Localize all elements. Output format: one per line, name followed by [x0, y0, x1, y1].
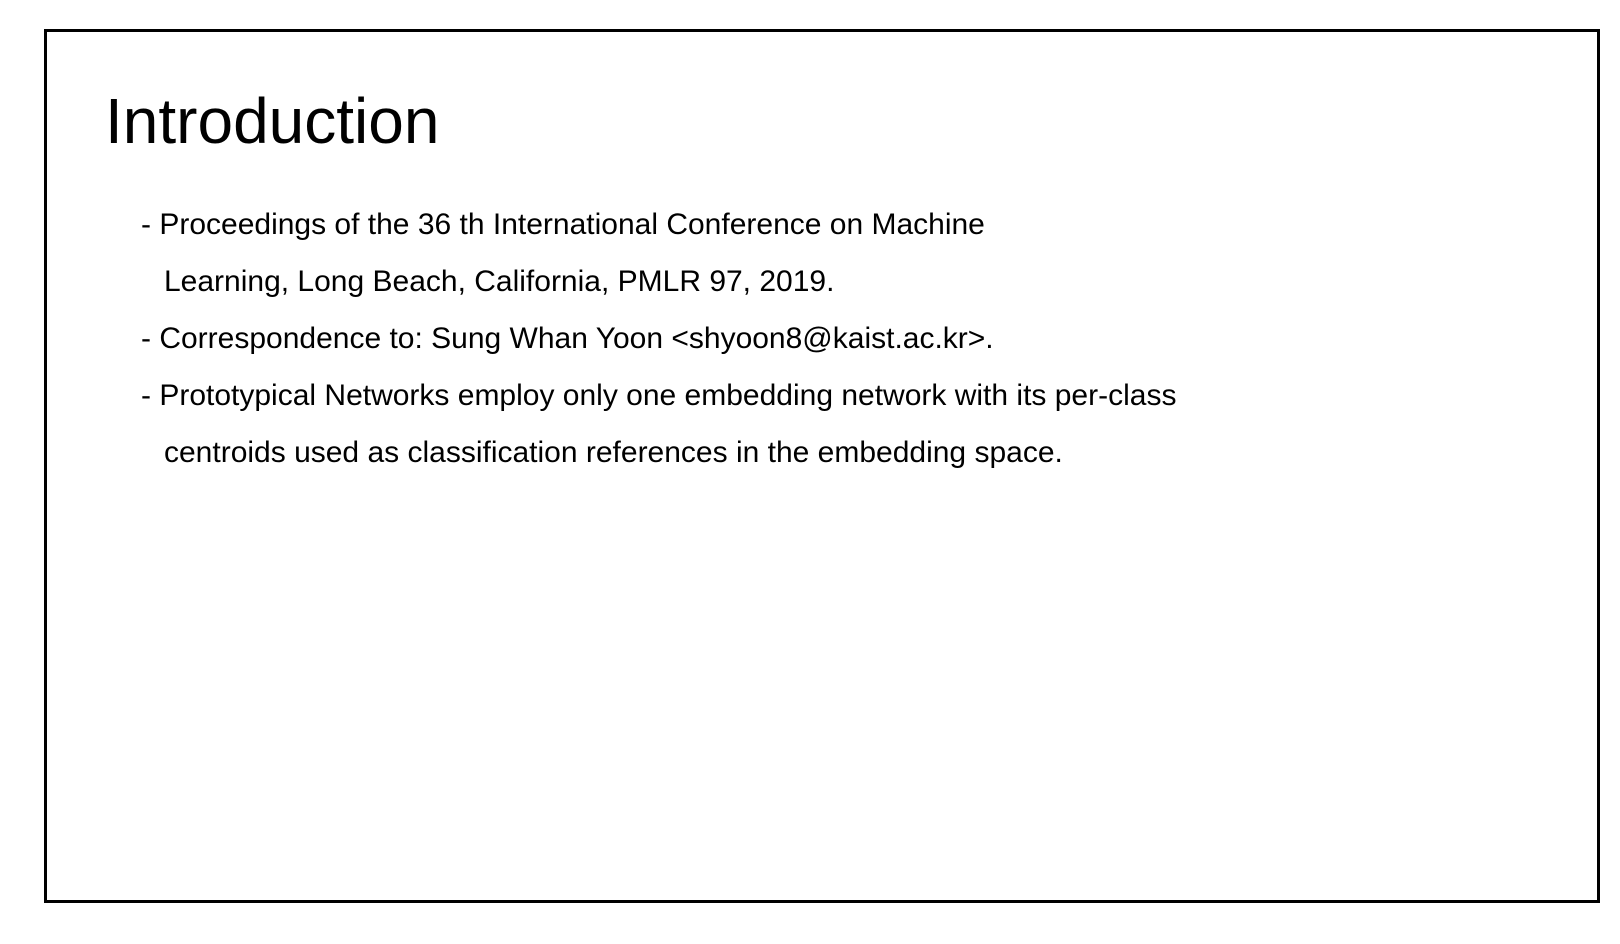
body-line-correspondence: - Correspondence to: Sung Whan Yoon <shyoon8@kaist.ac.kr>.	[141, 322, 994, 355]
slide-frame	[44, 29, 1600, 903]
body-line-proceedings-cont: Learning, Long Beach, California, PMLR 97, 2019.	[164, 265, 835, 298]
body-line-proceedings: - Proceedings of the 36 th International Conference on Machine	[141, 208, 985, 241]
slide-body	[141, 196, 1176, 481]
slide-title: Introduction	[105, 85, 440, 157]
body-line-prototypical: - Prototypical Networks employ only one embedding network with its per-class	[141, 379, 1177, 412]
body-line-prototypical-cont: centroids used as classification references in the embedding space.	[164, 436, 1063, 469]
